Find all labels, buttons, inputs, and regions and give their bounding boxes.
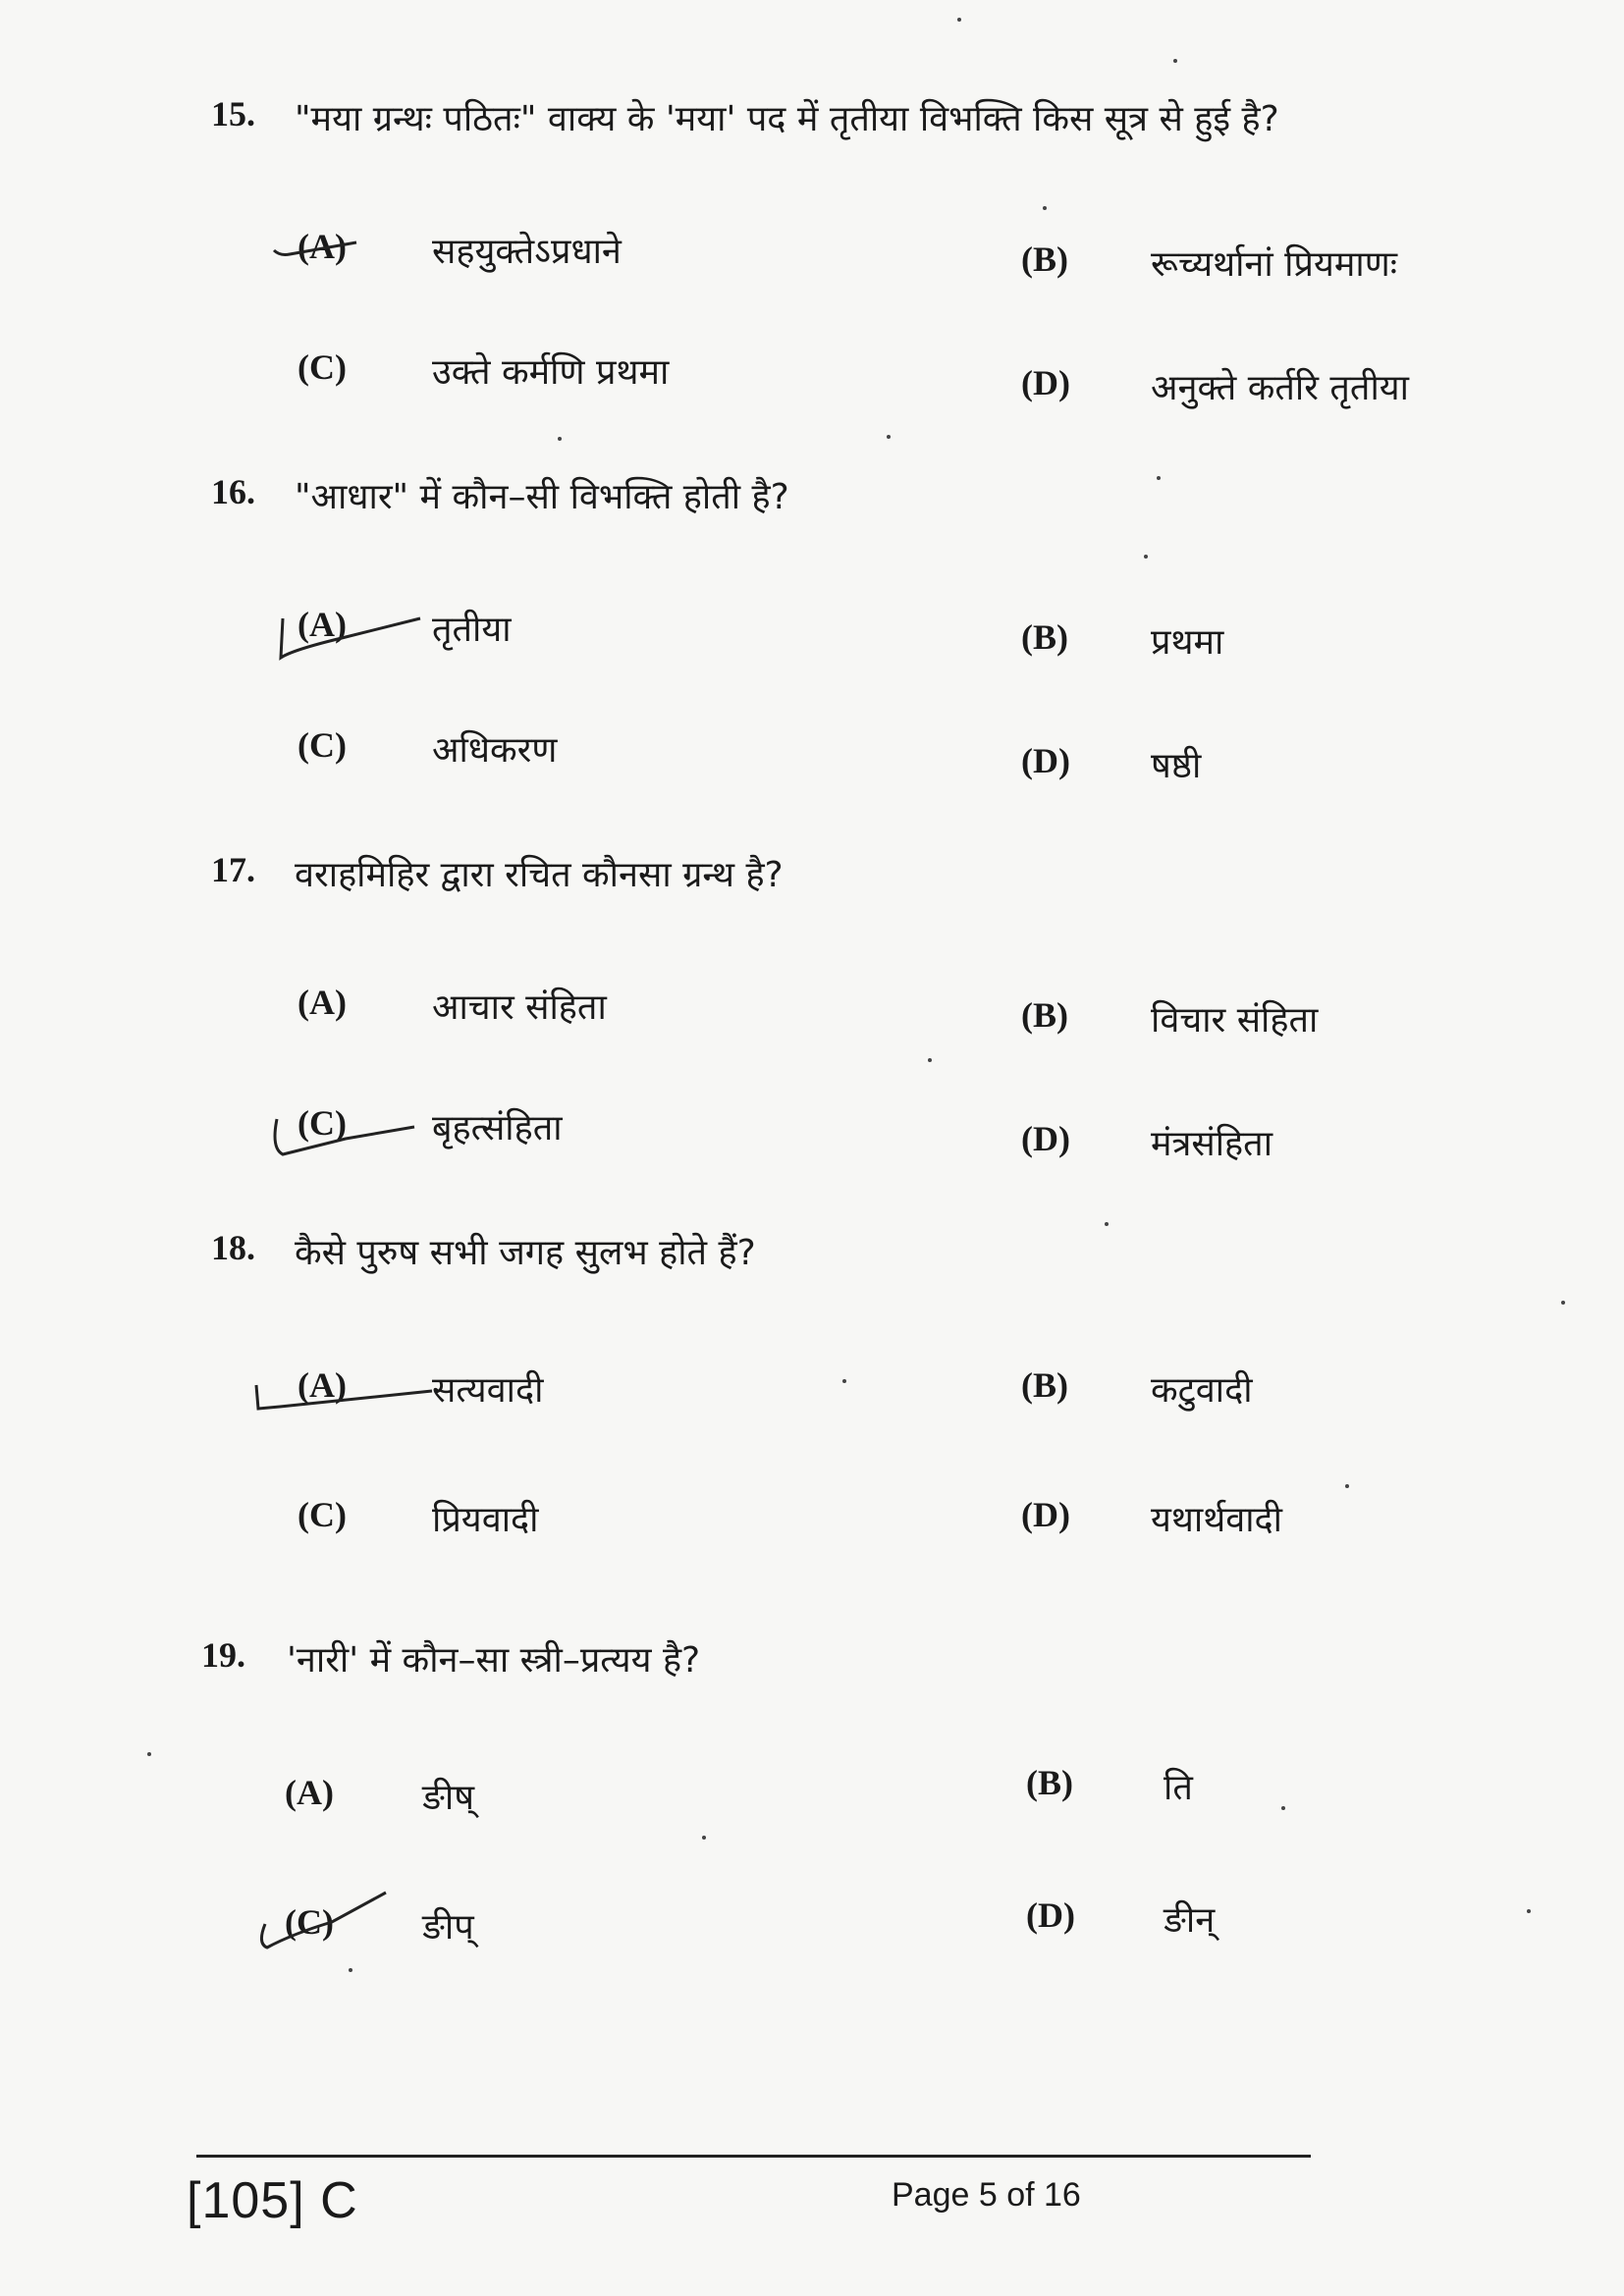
scan-speck xyxy=(842,1379,846,1383)
option-text-c: अधिकरण xyxy=(432,730,558,771)
option-text-b: प्रथमा xyxy=(1151,622,1224,663)
scan-speck xyxy=(1157,476,1161,480)
scan-speck xyxy=(957,18,961,22)
scan-speck xyxy=(349,1968,352,1972)
question-number: 17. xyxy=(211,850,255,889)
scan-speck xyxy=(702,1836,706,1840)
option-letter-d: (D) xyxy=(1021,1119,1070,1158)
answer-tick-mark xyxy=(273,599,430,667)
option-text-b: ति xyxy=(1164,1768,1193,1808)
question-number: 18. xyxy=(211,1228,255,1267)
option-text-c: बृहत्संहिता xyxy=(432,1108,563,1148)
option-letter-d: (D) xyxy=(1021,1495,1070,1534)
option-text-b: कटुवादी xyxy=(1151,1370,1253,1411)
option-text-b: विचार संहिता xyxy=(1151,1000,1319,1041)
option-letter-b: (B) xyxy=(1021,995,1068,1035)
scan-speck xyxy=(1561,1301,1565,1305)
option-text-a: आचार संहिता xyxy=(432,988,607,1028)
scan-speck xyxy=(1527,1909,1531,1913)
question-number: 15. xyxy=(211,94,255,133)
option-letter-b: (B) xyxy=(1021,617,1068,657)
option-text-c: उक्ते कर्मणि प्रथमा xyxy=(432,352,670,393)
option-text-a: सहयुक्तेऽप्रधाने xyxy=(432,232,622,272)
option-text-d: षष्ठी xyxy=(1151,746,1202,786)
question-number: 19. xyxy=(201,1635,245,1675)
scan-speck xyxy=(1105,1222,1109,1226)
option-text-d: मंत्रसंहिता xyxy=(1151,1124,1273,1164)
option-text-d: यथार्थवादी xyxy=(1151,1500,1282,1540)
scan-speck xyxy=(1144,555,1148,559)
scan-speck xyxy=(887,435,891,439)
option-letter-a: (A) xyxy=(298,983,347,1022)
paper-code: [105] C xyxy=(187,2172,358,2229)
scan-speck xyxy=(1043,206,1047,210)
question-text: वराहमिहिर द्वारा रचित कौनसा ग्रन्थ है? xyxy=(295,855,784,895)
option-text-a: सत्यवादी xyxy=(432,1370,544,1411)
question-text: "आधार" में कौन–सी विभक्ति होती है? xyxy=(295,477,789,517)
page-number: Page 5 of 16 xyxy=(892,2176,1081,2214)
option-letter-d: (D) xyxy=(1021,363,1070,402)
option-letter-c: (C) xyxy=(298,725,347,765)
option-letter-a: (A) xyxy=(298,1365,347,1405)
option-letter-c: (C) xyxy=(298,347,347,387)
option-text-d: अनुक्ते कर्तरि तृतीया xyxy=(1151,368,1409,408)
option-letter-b: (B) xyxy=(1021,1365,1068,1405)
footer-divider xyxy=(196,2155,1311,2158)
question-number: 16. xyxy=(211,472,255,511)
option-text-c: प्रियवादी xyxy=(432,1500,539,1540)
question-text: कैसे पुरुष सभी जगह सुलभ होते हैं? xyxy=(295,1233,756,1273)
scan-speck xyxy=(1345,1484,1349,1488)
scan-speck xyxy=(558,437,562,441)
option-letter-c: (C) xyxy=(298,1103,347,1143)
option-letter-a: (A) xyxy=(298,605,347,644)
option-text-b: रूच्यर्थानां प्रियमाणः xyxy=(1151,244,1398,285)
option-letter-d: (D) xyxy=(1021,741,1070,780)
option-letter-b: (B) xyxy=(1026,1763,1073,1802)
scan-speck xyxy=(928,1058,932,1062)
option-text-c: ङीप् xyxy=(422,1907,474,1948)
question-text: "मया ग्रन्थः पठितः" वाक्य के 'मया' पद में तृतीया विभक्ति किस सूत्र से हुई है? xyxy=(295,99,1279,139)
option-letter-a: (A) xyxy=(285,1773,334,1812)
option-letter-c: (C) xyxy=(298,1495,347,1534)
scan-speck xyxy=(1281,1806,1285,1810)
option-text-a: तृतीया xyxy=(432,610,512,650)
option-letter-d: (D) xyxy=(1026,1896,1075,1935)
scan-speck xyxy=(147,1752,151,1756)
scan-speck xyxy=(1173,59,1177,63)
option-text-a: ङीष् xyxy=(422,1778,475,1818)
option-text-d: ङीन् xyxy=(1164,1900,1216,1941)
option-letter-b: (B) xyxy=(1021,240,1068,279)
option-letter-a: (A) xyxy=(298,227,347,266)
option-letter-c: (C) xyxy=(285,1902,334,1942)
question-text: 'नारी' में कौन–सा स्त्री–प्रत्यय है? xyxy=(287,1640,701,1681)
